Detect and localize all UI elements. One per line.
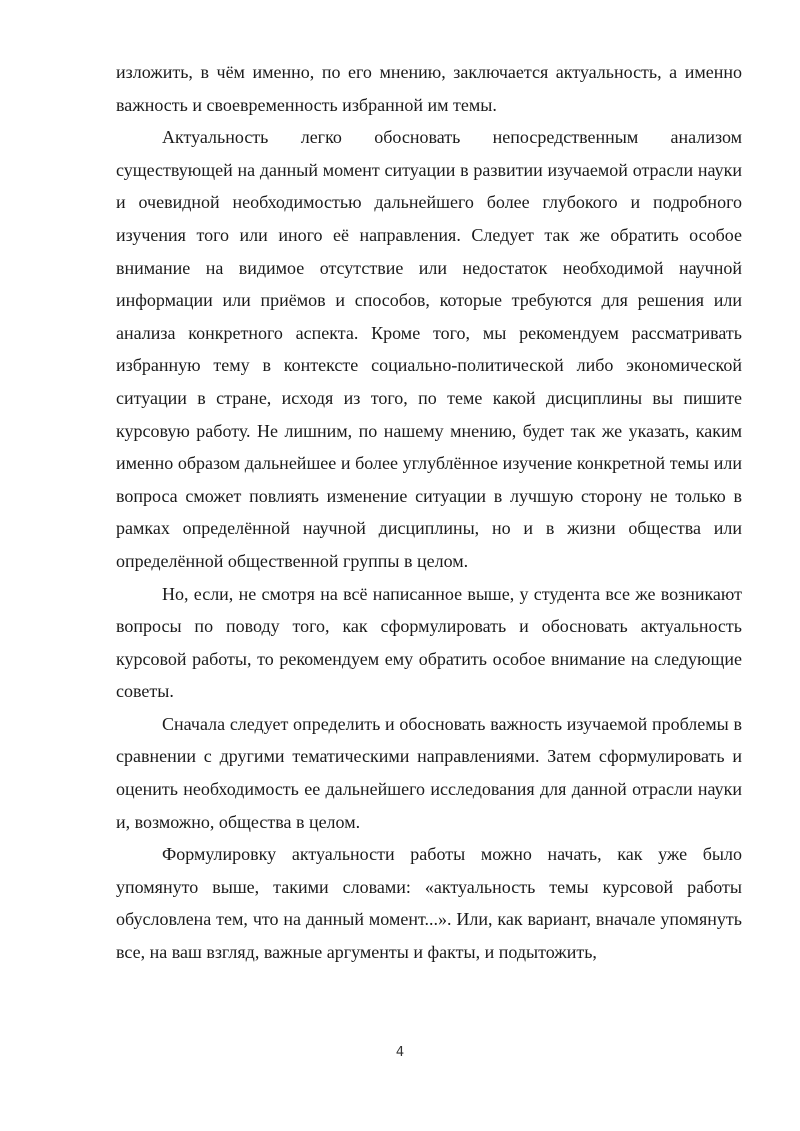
paragraph-first-steps: Сначала следует определить и обосновать важность изучаемой проблемы в сравнении с другими тематическими направлениями. Затем сформулировать и оценить необходимость ее дальнейшего исследования для данной отрасли науки и, возможно, общества в целом.	[116, 713, 742, 832]
paragraph-continuation: изложить, в чём именно, по его мнению, заключается актуальность, а именно важность и своевременность избранной им темы.	[116, 62, 742, 115]
paragraph-formulation: Формулировку актуальности работы можно начать, как уже было упомянуто выше, такими словами: «актуальность темы курсовой работы обусловлена тем, что на данный момент...». Или, как вариант, вначале упомянуть все, на ваш взгляд, важные аргументы и факты, и подытожить,	[116, 844, 742, 963]
document-body	[116, 56, 742, 969]
paragraph-student-questions: Но, если, не смотря на всё написанное выше, у студента все же возникают вопросы по поводу того, как сформулировать и обосновать актуальность курсовой работы, то рекомендуем ему обратить особое внимание на следующие советы.	[116, 583, 742, 702]
paragraph-relevance-analysis: Актуальность легко обосновать непосредственным анализом существующей на данный момент ситуации в развитии изучаемой отрасли науки и очевидной необходимостью дальнейшего более глубокого и подробного изучения того или иного её направления. Следует так же обратить особое внимание на видимое отсутствие или недостаток необходимой научной информации или приёмов и способов, которые требуются для решения или анализа конкретного аспекта. Кроме того, мы рекомендуем рассматривать избранную тему в контексте социально-политической либо экономической ситуации в стране, исходя из того, по теме какой дисциплины вы пишите курсовую работу. Не лишним, по нашему мнению, будет так же указать, каким именно образом дальнейшее и более углублённое изучение конкретной темы или вопроса сможет повлиять изменение ситуации в лучшую сторону не только в рамках определённой научной дисциплины, но и в жизни общества или определённой общественной группы в целом.	[116, 127, 742, 571]
page-number: 4	[395, 1045, 405, 1060]
